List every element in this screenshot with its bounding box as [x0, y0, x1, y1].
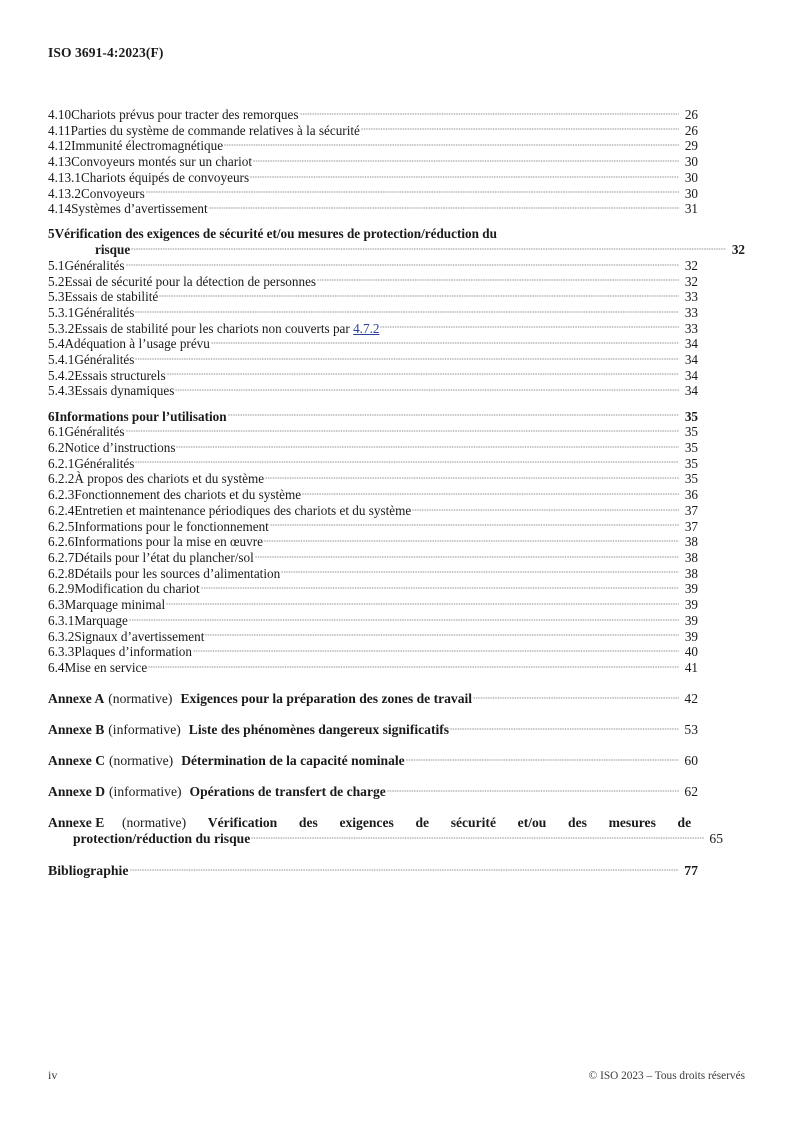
toc-entry-6-2-3[interactable]: [48, 487, 698, 503]
toc-entry-6-2-9[interactable]: [48, 581, 698, 597]
toc-page-number: 39: [684, 597, 698, 613]
dot-leader: [450, 728, 679, 735]
toc-page-number: 36: [684, 487, 698, 503]
toc-entry-number: 4.11: [48, 122, 71, 138]
toc-page-number: 33: [684, 289, 698, 305]
dot-leader: [270, 524, 679, 531]
dot-leader: [167, 373, 679, 380]
toc-entry-6-4[interactable]: [48, 660, 698, 676]
toc-page-number: 32: [684, 273, 698, 289]
justify-spacer: [663, 815, 670, 831]
toc-entry-4-11[interactable]: [48, 123, 698, 139]
toc-page-number: 39: [684, 628, 698, 644]
toc-entry-5-3-1[interactable]: [48, 305, 698, 321]
toc-entry-title: Marquage minimal: [64, 597, 166, 613]
toc-entry-title: Mise en service: [64, 659, 148, 675]
toc-page-number: 39: [684, 581, 698, 597]
dot-leader: [166, 603, 679, 610]
annex-title-word: Vérification: [207, 814, 278, 830]
toc-page-number: 38: [684, 534, 698, 550]
toc-entry-number: 6.2.4: [48, 502, 75, 518]
toc-entry-title: Chariots équipés de convoyeurs: [80, 169, 250, 185]
toc-entry-6-2-1[interactable]: [48, 456, 698, 472]
toc-entry-6-3-3[interactable]: [48, 644, 698, 660]
toc-entry-number: 5.4.2: [48, 367, 75, 383]
annex-kind: (normative): [109, 752, 174, 768]
toc-entry-number: 6.2: [48, 440, 65, 456]
toc-entry-number: 5.2: [48, 273, 65, 289]
dot-leader: [146, 191, 679, 198]
toc-entry-title: Plaques d’information: [74, 644, 192, 660]
toc-entry-title: Fonctionnement des chariots et du système: [74, 487, 302, 503]
annex-title: Détermination de la capacité nominale: [181, 752, 405, 768]
toc-page-number: 53: [684, 721, 698, 737]
dot-leader: [253, 160, 679, 167]
toc-page-number: 35: [684, 408, 698, 424]
justify-spacer: [325, 815, 332, 831]
toc-entry-4-14[interactable]: [48, 201, 698, 217]
toc-entry-number: 6: [48, 408, 55, 424]
toc-entry-title: Informations pour l’utilisation: [54, 408, 227, 424]
toc-page-number: 32: [684, 257, 698, 273]
toc-entry-number: 6.2.2: [48, 471, 75, 487]
toc-entry-title: Détails pour les sources d’alimentation: [74, 565, 281, 581]
annex-kind: (informative): [109, 783, 182, 799]
toc-entry-5-3-2[interactable]: [48, 321, 698, 337]
toc-page-number: 41: [684, 659, 698, 675]
toc-page-number: 26: [684, 122, 698, 138]
dot-leader: [205, 634, 679, 641]
toc-entry-title: Entretien et maintenance périodiques des chariots et du système: [74, 502, 412, 518]
annex-label: Annexe D: [48, 783, 106, 799]
toc-entry-5-2[interactable]: [48, 274, 698, 290]
dot-leader: [201, 587, 679, 594]
dot-leader: [135, 358, 679, 365]
toc-page-number: 33: [684, 304, 698, 320]
dot-leader: [211, 342, 679, 349]
justify-spacer: [284, 815, 291, 831]
annex-label: Annexe B: [48, 721, 105, 737]
toc-entry-number: 4.14: [48, 201, 72, 217]
dot-leader: [300, 113, 680, 120]
toc-entry-title: Généralités: [64, 257, 125, 273]
dot-leader: [193, 650, 679, 657]
toc-entry-6-2-6[interactable]: [48, 534, 698, 550]
justify-spacer: [193, 815, 200, 831]
dot-leader: [130, 869, 680, 876]
annex-title-word: sécurité: [450, 814, 496, 830]
annex-title-word: mesures: [608, 814, 656, 830]
dot-leader: [264, 540, 679, 547]
toc-page-number: 35: [684, 471, 698, 487]
annex-title-word: des: [298, 814, 318, 830]
toc-entry-number: 6.2.9: [48, 581, 75, 597]
toc-entry-4-13[interactable]: [48, 154, 698, 170]
toc-page-number: 34: [684, 352, 698, 368]
toc-entry-title: Essais de stabilité: [64, 289, 159, 305]
toc-page-number: 31: [684, 201, 698, 217]
dot-leader: [129, 619, 679, 626]
toc-entry-title: À propos des chariots et du système: [74, 471, 265, 487]
bibliography-title: Bibliographie: [48, 862, 129, 878]
toc-entry-title: Généralités: [74, 304, 135, 320]
toc-page-number: 26: [684, 107, 698, 122]
toc-entry-6-2-8[interactable]: [48, 566, 698, 582]
dot-leader: [228, 414, 679, 421]
toc-entry-5-4-1[interactable]: [48, 352, 698, 368]
toc-page-number: 33: [684, 320, 698, 336]
toc-page-number: 35: [684, 424, 698, 440]
toc-entry-number: 6.4: [48, 659, 65, 675]
toc-page-number: 38: [684, 565, 698, 581]
toc-entry-title: Informations pour la mise en œuvre: [74, 534, 263, 550]
annex-title-word: et/ou: [517, 814, 547, 830]
toc-entry-6-2-4[interactable]: [48, 503, 698, 519]
justify-spacer: [553, 815, 560, 831]
toc-entry-number: 6.2.5: [48, 518, 75, 534]
toc-entry-number: 5: [48, 226, 55, 242]
toc-entry-number: 5.4.1: [48, 352, 75, 368]
toc-entry-title: Essais dynamiques: [74, 383, 175, 399]
toc-entry-6-1[interactable]: [48, 424, 698, 440]
dot-leader: [250, 176, 679, 183]
dot-leader: [251, 837, 704, 844]
dot-leader: [302, 493, 679, 500]
table-of-contents: [48, 107, 745, 879]
dot-leader: [406, 759, 679, 766]
toc-page-number: 62: [684, 783, 698, 799]
toc-entry-title: Parties du système de commande relatives à la sécurité: [70, 122, 360, 138]
toc-entry-4-13-2[interactable]: [48, 186, 698, 202]
annex-title: Exigences pour la préparation des zones de travail: [180, 690, 473, 706]
cross-reference-link[interactable]: 4.7.2: [353, 320, 380, 336]
toc-page-number: 40: [684, 644, 698, 660]
annex-title-word: exigences: [339, 814, 394, 830]
toc-entry-title: Détails pour l’état du plancher/sol: [74, 549, 254, 565]
justify-spacer: [503, 815, 510, 831]
annex-title: Liste des phénomènes dangereux significatifs: [188, 721, 450, 737]
toc-entry-6-2[interactable]: [48, 440, 698, 456]
toc-entry-5-1[interactable]: [48, 258, 698, 274]
dot-leader: [126, 264, 679, 271]
toc-entry-number: 4.12: [48, 138, 72, 154]
dot-leader: [412, 509, 679, 516]
annex-label: Annexe A: [48, 690, 105, 706]
toc-entry-4-10[interactable]: [48, 107, 698, 123]
dot-leader: [135, 461, 679, 468]
justify-spacer: [401, 815, 408, 831]
dot-leader: [126, 430, 679, 437]
page-footer: [48, 1068, 745, 1083]
justify-spacer: [594, 815, 601, 831]
dot-leader: [224, 144, 679, 151]
toc-entry-number: 4.10: [48, 107, 72, 122]
toc-entry-number: 4.13.1: [48, 169, 81, 185]
toc-entry-title: Essais de stabilité pour les chariots non couverts par 4.7.2: [74, 320, 380, 336]
toc-entry-title: Essai de sécurité pour la détection de personnes: [64, 273, 317, 289]
toc-entry-5[interactable]: [48, 226, 745, 258]
toc-annex-C[interactable]: [48, 753, 698, 769]
toc-entry-number: 5.3: [48, 289, 65, 305]
toc-entry-6-3-1[interactable]: [48, 613, 698, 629]
toc-entry-number: 5.4.3: [48, 383, 75, 399]
toc-page-number: 30: [684, 185, 698, 201]
toc-entry-number: 4.13: [48, 154, 72, 170]
toc-bibliography[interactable]: [48, 863, 698, 879]
toc-entry-title: Chariots prévus pour tracter des remorques: [71, 107, 299, 122]
toc-entry-number: 5.3.1: [48, 304, 75, 320]
toc-annex-E[interactable]: [48, 814, 723, 847]
justify-spacer: [111, 815, 118, 831]
document-header-reference: ISO 3691-4:2023(F): [48, 45, 164, 60]
toc-entry-number: 6.3.3: [48, 644, 75, 660]
annex-kind: (normative): [108, 690, 173, 706]
footer-page-number: iv: [48, 1068, 58, 1082]
dot-leader: [135, 311, 679, 318]
toc-entry-title: Convoyeurs montés sur un chariot: [71, 154, 253, 170]
toc-annex-A[interactable]: [48, 691, 698, 707]
toc-page-number: 37: [684, 518, 698, 534]
toc-entry-5-3[interactable]: [48, 289, 698, 305]
toc-entry-number: 6.1: [48, 424, 65, 440]
dot-leader: [281, 571, 679, 578]
toc-entry-title: Modification du chariot: [74, 581, 200, 597]
toc-entry-title: Généralités: [74, 352, 135, 368]
toc-page-number: 39: [684, 612, 698, 628]
annex-title-continued: protection/réduction du risque: [73, 830, 251, 846]
toc-entry-number: 6.3.1: [48, 612, 75, 628]
toc-entry-5-4-2[interactable]: [48, 368, 698, 384]
toc-entry-title: Informations pour le fonctionnement: [74, 518, 269, 534]
toc-entry-title: Vérification des exigences de sécurité et/ou mesures de protection/réduction du: [54, 226, 497, 242]
toc-entry-title: Immunité électromagnétique: [71, 138, 224, 154]
toc-entry-title: Généralités: [74, 455, 135, 471]
toc-entry-title: Généralités: [64, 424, 125, 440]
annex-label: Annexe C: [48, 752, 106, 768]
toc-entry-5-4-3[interactable]: [48, 383, 698, 399]
toc-page-number: 37: [684, 502, 698, 518]
toc-entry-6-3-2[interactable]: [48, 629, 698, 645]
toc-entry-number: 6.2.6: [48, 534, 75, 550]
toc-entry-5-4[interactable]: [48, 336, 698, 352]
annex-title-word: des: [568, 814, 587, 830]
toc-entry-title: Signaux d’avertissement: [74, 628, 205, 644]
toc-entry-title: Adéquation à l’usage prévu: [64, 336, 210, 352]
toc-entry-number: 6.2.3: [48, 487, 75, 503]
toc-annex-D[interactable]: [48, 784, 698, 800]
toc-entry-6-2-2[interactable]: [48, 471, 698, 487]
toc-page-number: 42: [684, 690, 698, 706]
toc-page-number: 34: [684, 336, 698, 352]
toc-entry-number: 6.2.1: [48, 455, 75, 471]
annex-title: Opérations de transfert de charge: [189, 783, 386, 799]
toc-entry-title: Systèmes d’avertissement: [71, 201, 208, 217]
toc-page-number: 34: [684, 383, 698, 399]
annex-kind: (informative): [108, 721, 181, 737]
dot-leader: [255, 556, 679, 563]
dot-leader: [473, 697, 679, 704]
annex-title-word: de: [415, 814, 430, 830]
toc-entry-number: 6.3.2: [48, 628, 75, 644]
annex-kind: (normative): [121, 814, 187, 830]
toc-page-number: 29: [684, 138, 698, 154]
toc-entry-6-2-5[interactable]: [48, 519, 698, 535]
toc-page-number: 35: [684, 455, 698, 471]
toc-page-number: 30: [684, 154, 698, 170]
toc-entry-6-3[interactable]: [48, 597, 698, 613]
toc-page-number: 38: [684, 549, 698, 565]
dot-leader: [175, 389, 679, 396]
toc-page-number: 32: [731, 242, 745, 258]
annex-label: Annexe E: [48, 814, 105, 830]
toc-entry-title: Marquage: [74, 612, 128, 628]
toc-entry-number: 6.2.8: [48, 565, 75, 581]
toc-page-number: 35: [684, 440, 698, 456]
dot-leader: [361, 128, 679, 135]
toc-page-number: 65: [709, 830, 723, 846]
toc-entry-title-continued: risque: [95, 242, 131, 258]
toc-entry-number: 6.2.7: [48, 549, 75, 565]
toc-page-number: 30: [684, 169, 698, 185]
toc-entry-number: 6.3: [48, 597, 65, 613]
toc-entry-4-13-1[interactable]: [48, 170, 698, 186]
toc-entry-title: Essais structurels: [74, 367, 166, 383]
toc-entry-title: Convoyeurs: [80, 185, 145, 201]
toc-entry-number: 5.3.2: [48, 320, 75, 336]
dot-leader: [387, 790, 679, 797]
dot-leader: [131, 248, 726, 255]
annex-title-word: de: [677, 814, 692, 830]
dot-leader: [176, 446, 679, 453]
toc-entry-number: 4.13.2: [48, 185, 81, 201]
toc-entry-title: Notice d’instructions: [64, 440, 176, 456]
footer-copyright: © ISO 2023 – Tous droits réservés: [588, 1070, 745, 1082]
toc-page-number: 77: [684, 862, 698, 878]
toc-entry-4-12[interactable]: [48, 138, 698, 154]
toc-annex-B[interactable]: [48, 722, 698, 738]
toc-page-number: 60: [684, 752, 698, 768]
toc-page-number: 34: [684, 367, 698, 383]
dot-leader: [317, 279, 679, 286]
toc-entry-6[interactable]: [48, 409, 698, 425]
dot-leader: [148, 666, 679, 673]
toc-entry-number: 5.1: [48, 257, 65, 273]
toc-entry-number: 5.4: [48, 336, 65, 352]
dot-leader: [159, 295, 679, 302]
dot-leader: [380, 326, 679, 333]
toc-entry-6-2-7[interactable]: [48, 550, 698, 566]
dot-leader: [265, 477, 679, 484]
justify-spacer: [436, 815, 443, 831]
dot-leader: [209, 207, 679, 214]
